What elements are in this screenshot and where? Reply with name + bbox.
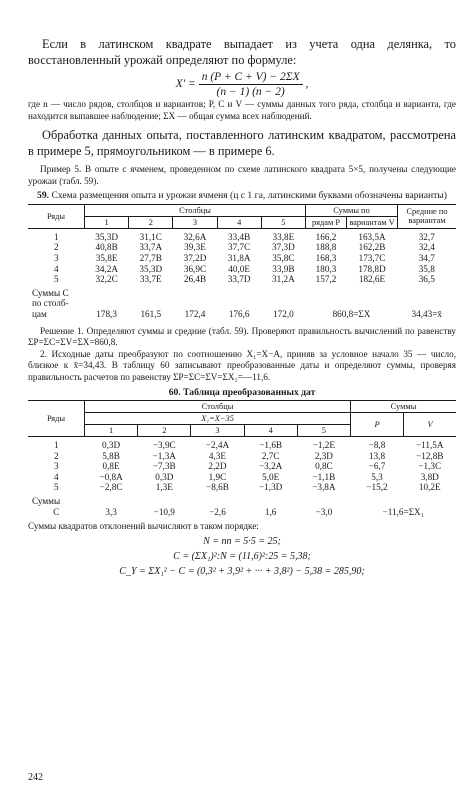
table-row: 2 5,8B −1,3A 4,3E 2,7C 2,3D 13,8 −12,8B (53, 450, 444, 461)
t60-header-columns: Столбцы (85, 401, 351, 413)
table-row: 4 34,2A 35,3D 36,9C 40,0E 33,9B 180,3 178,8D 35,8 (53, 263, 435, 274)
formula-tail: , (305, 78, 309, 91)
formula-explanation: где n — число рядов, столбцов и вариантов; P, C и V — суммы данных того ряда, столбца и варианта, где находится выпавшее наблюдение; ΣX — общая сумма всех наблюдений. (28, 99, 456, 121)
t59-header-rows: Ряды (28, 204, 85, 228)
t59-sums-row: Суммы C (32, 287, 69, 298)
t59-col-3: 3 (173, 216, 217, 228)
table-row: 4 −0,8A 0,3D 1,9C 5,0E −1,1B 5,3 3,8D (53, 471, 439, 482)
table-row: 1 0,3D −3,9C −2,4A −1,6B −1,2E −8,8 −11,5A (53, 440, 444, 451)
example-5-paragraph: Пример 5. В опыте с ячменем, проведенном по схеме латинского квадрата 5×5, получены следующие урожаи (табл. 59). (28, 164, 456, 186)
t60-col-2: 2 (138, 425, 191, 437)
t59-header-columns: Столбцы (85, 204, 306, 216)
table-60-number: 60. (168, 386, 181, 398)
t59-header-means: Средние по вариантам (398, 204, 457, 228)
t60-header-formula: X₁=X−35 (85, 413, 351, 425)
t60-header-sums: Суммы (351, 401, 457, 413)
table-row: 5 32,2C 33,7E 26,4B 33,7D 31,2A 157,2 182,6E 36,5 (53, 274, 435, 285)
table-59: Ряды Столбцы Суммы по Средние по вариантам 1 2 3 4 5 рядам P вариантам V 1 35,3D 31,1C 32,6A 33,4B 33,8E 166,2 163,5A 32,7 2 40,8B 33,7A 39,3E 37,7C 37,3D 188,8 162,2B 32,4 3 35,8E 27,7B 37,2D 31,8A 35,8C 168,3 173,7C 34,7 4 34,2A 35,3D 36,9C 40,0E 33,9B 180,3 178,8D 35,8 5 32,2C 33,7E 26,4B 33,7D 31,2A 157,2 182,6E 36,5 Суммы C по столб- цам 178,3 161,5 172,4 176,6 172,0 860,8=ΣX 34,43=x̄ (28, 204, 456, 320)
t59-sums-values: цам 178,3 161,5 172,4 176,6 172,0 860,8=ΣX 34,43=x̄ (32, 309, 442, 320)
equation-c: C = (ΣX₁)²:N = (11,6)²:25 = 5,38; (173, 550, 311, 562)
table-row: 2 40,8B 33,7A 39,3E 37,7C 37,3D 188,8 162,2B 32,4 (53, 242, 435, 253)
t59-header-variants-v: вариантам V (347, 216, 398, 228)
t59-col-2: 2 (129, 216, 173, 228)
table-row: 1 35,3D 31,1C 32,6A 33,4B 33,8E 166,2 163,5A 32,7 (53, 231, 435, 242)
t60-col-3: 3 (191, 425, 244, 437)
t60-header-rows: Ряды (28, 401, 85, 437)
t59-header-rows-p: рядам P (306, 216, 347, 228)
t59-col-5: 5 (261, 216, 305, 228)
t60-sums-row: Суммы (32, 496, 61, 507)
formula-lhs: X′ = (175, 78, 196, 91)
table-60 (28, 400, 456, 517)
table-row: 3 35,8E 27,7B 37,2D 31,8A 35,8C 168,3 173,7C 34,7 (53, 253, 435, 264)
table-59-title: Схема размещения опыта и урожаи ячменя (ц с 1 га, латинскими буквами обозначены варианты) (51, 190, 447, 202)
t59-header-sums: Суммы по (306, 204, 398, 216)
t60-header-v: V (404, 413, 457, 437)
formula-fraction (199, 71, 303, 98)
recovery-formula (28, 71, 456, 98)
t60-sums-values: C 3,3 −10,9 −2,6 1,6 −3,0 −11,6=ΣX₁ (53, 506, 424, 517)
page-content (28, 36, 456, 580)
t60-col-4: 4 (244, 425, 297, 437)
squares-intro: Суммы квадратов отклонений вычисляют в таком порядке: (28, 521, 259, 532)
t60-col-5: 5 (297, 425, 350, 437)
solution-step-2: 2. Исходные даты преобразуют по соотношению X₁=X−A, приняв за условное начало 35 — число, близкое к x̄=34,43. В таблицу 60 записывают преобразованные даты и определяют суммы, проверяя правильность расчетов по равенству ΣP=ΣC=ΣV=ΣX₁=—11,6. (28, 348, 456, 382)
t60-header-p: P (351, 413, 404, 437)
t60-col-1: 1 (85, 425, 138, 437)
table-row: 5 −2,8C 1,3E −8,6B −1,3D −3,8A −15,2 10,2E (53, 482, 441, 493)
equation-cy: C_Y = ΣX₁² − C = (0,3² + 3,9² + ··· + 3,8²) − 5,38 = 285,90; (119, 565, 365, 577)
formula-denominator: (n − 1) (n − 2) (216, 86, 285, 98)
table-59-caption (28, 190, 456, 202)
table-60-caption (28, 387, 456, 399)
solution-step-1: Решение 1. Определяют суммы и средние (табл. 59). Проверяют правильность вычислений по равенству ΣP=ΣC=ΣV=ΣX=860,8. (28, 325, 456, 348)
page-number: 242 (28, 772, 43, 783)
t59-col-1: 1 (85, 216, 129, 228)
formula-numerator: n (P + C + V) − 2ΣX (199, 71, 303, 85)
intro-paragraph: Если в латинском квадрате выпадает из учета одна делянка, то восстановленный урожай определяют по формуле: (28, 37, 456, 67)
table-60-title: Таблица преобразованных дат (183, 386, 316, 398)
t59-col-4: 4 (217, 216, 261, 228)
equation-n: N = nn = 5·5 = 25; (203, 535, 281, 547)
table-59-number: 59. (37, 190, 50, 202)
processing-paragraph: Обработка данных опыта, поставленного латинским квадратом, рассмотрена в примере 5, прямоугольником — в примере 6. (28, 128, 456, 159)
table-row: 3 0,8E −7,3B 2,2D −3,2A 0,8C −6,7 −1,3C (53, 461, 442, 472)
